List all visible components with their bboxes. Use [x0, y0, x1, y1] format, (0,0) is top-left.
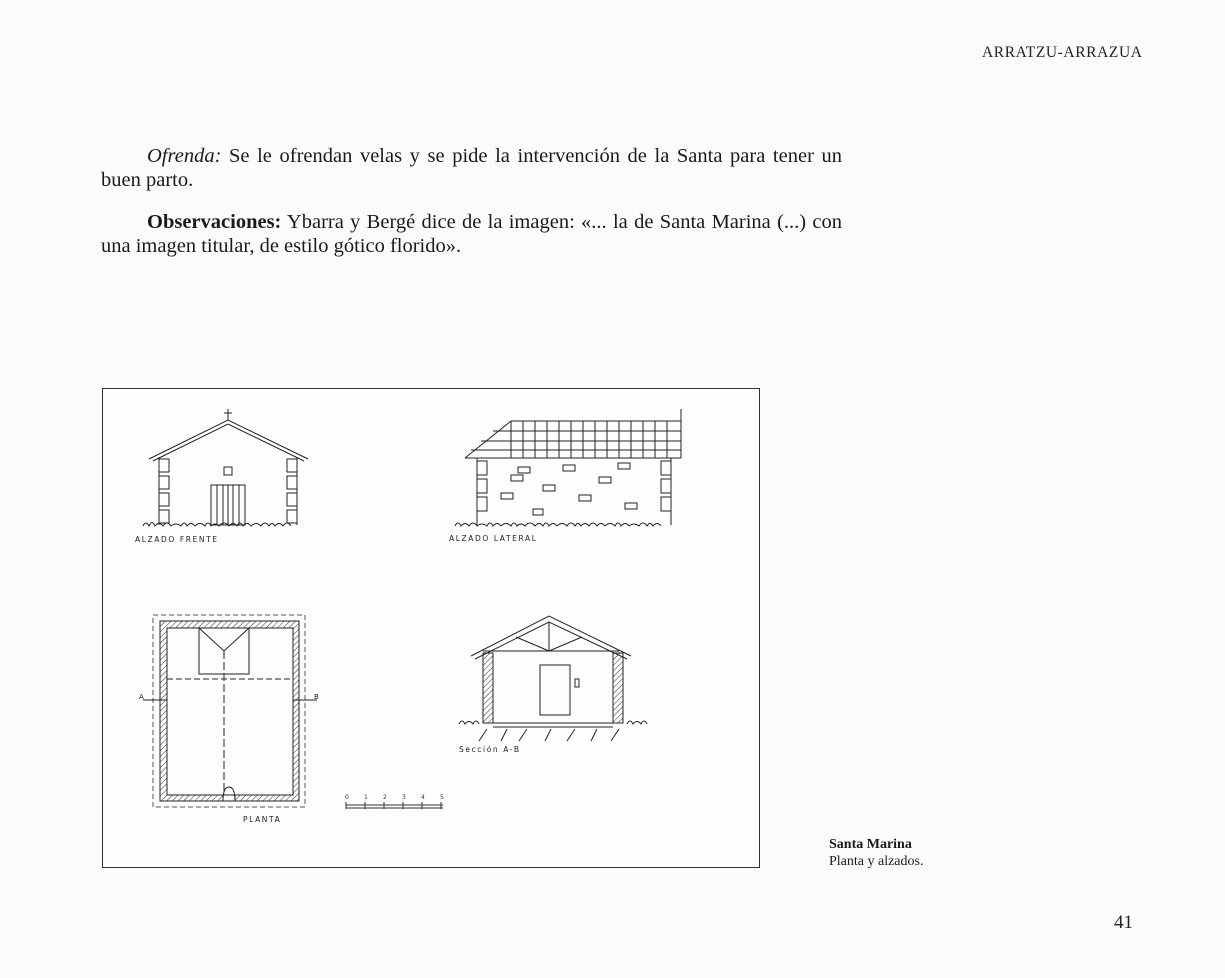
- scale-tick: 4: [421, 794, 425, 801]
- label-front-elevation: ALZADO FRENTE: [135, 535, 219, 544]
- caption-subtitle: Planta y alzados.: [829, 854, 924, 869]
- floor-plan-drawing: [143, 615, 317, 807]
- figure-caption: [829, 836, 923, 870]
- architectural-figure: [102, 388, 760, 868]
- page-number: 41: [1114, 912, 1133, 933]
- scale-tick: 5: [440, 794, 444, 801]
- label-section: Sección A-B: [459, 745, 521, 754]
- caption-title: Santa Marina: [829, 837, 912, 852]
- running-title: ARRATZU-ARRAZUA: [982, 44, 1143, 61]
- front-elevation-drawing: [143, 409, 308, 526]
- section-drawing: [459, 616, 647, 741]
- paragraph-observaciones: [101, 210, 842, 258]
- label-side-elevation: ALZADO LATERAL: [449, 534, 538, 543]
- scale-tick: 2: [383, 794, 387, 801]
- scale-bar: [345, 794, 445, 808]
- scale-tick: 1: [364, 794, 368, 801]
- side-elevation-drawing: [455, 409, 681, 526]
- scale-tick: 0: [345, 794, 349, 801]
- paragraph-lead: Ofrenda:: [147, 145, 222, 167]
- scale-tick: 3: [402, 794, 406, 801]
- section-mark-b: B: [314, 693, 319, 701]
- paragraph-text: Se le ofrendan velas y se pide la intervención de la Santa para tener un buen parto.: [101, 145, 842, 191]
- paragraph-text: Ybarra y Bergé dice de la imagen: «... la de Santa Marina (...) con una imagen titular, de estilo gótico florido».: [101, 211, 842, 257]
- section-mark-a: A: [139, 693, 144, 701]
- label-plan: PLANTA: [243, 815, 282, 824]
- paragraph-lead: Observaciones:: [147, 211, 282, 233]
- paragraph-ofrenda: [101, 144, 842, 192]
